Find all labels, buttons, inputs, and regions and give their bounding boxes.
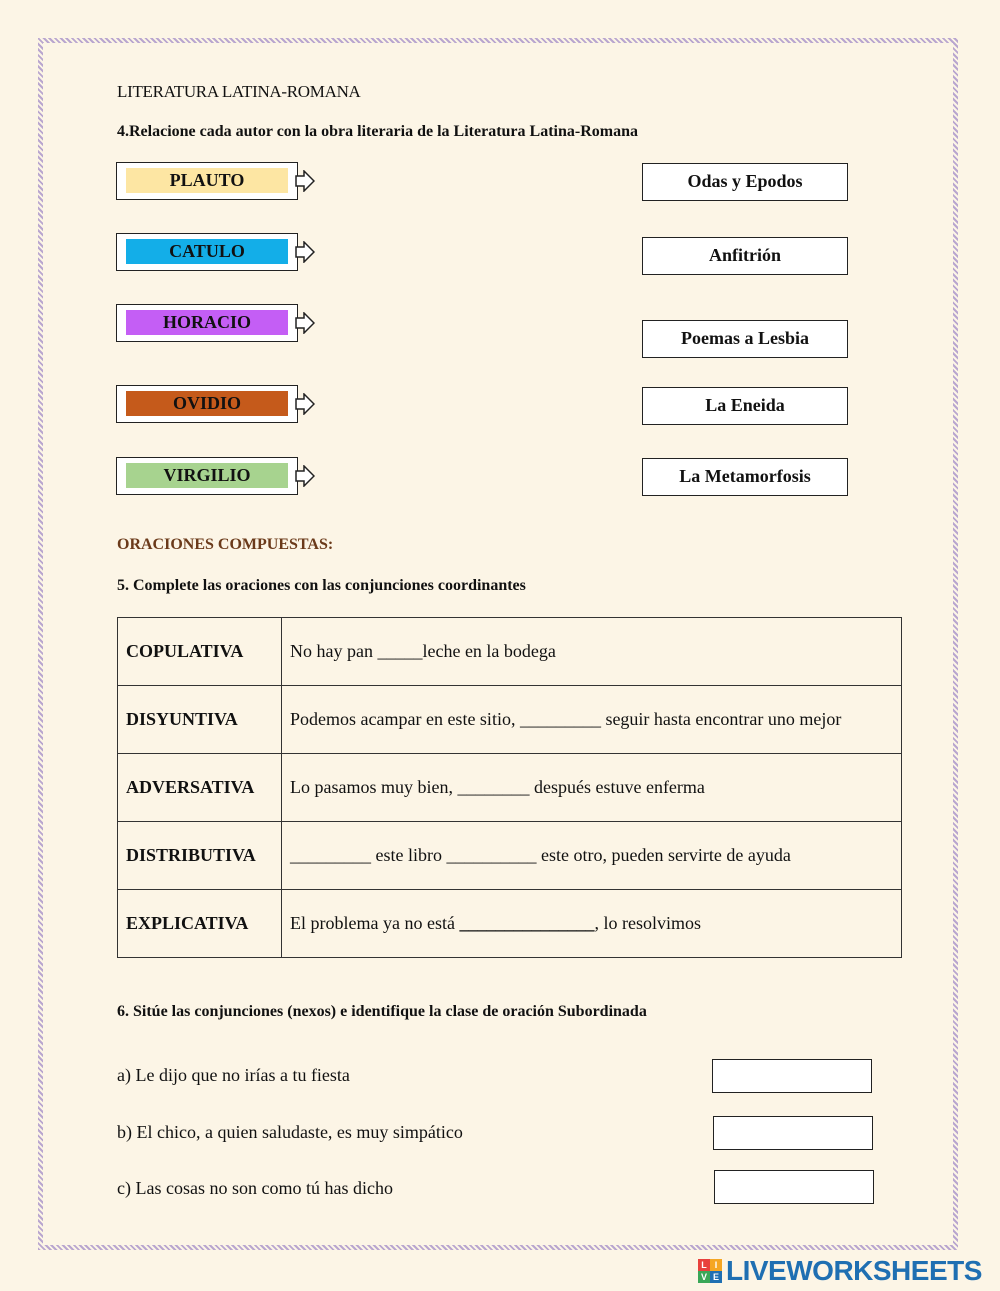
section-title: LITERATURA LATINA-ROMANA <box>117 82 361 101</box>
question-6-prompt: 6. Sitúe las conjunciones (nexos) e identifique la clase de oración Subordinada <box>117 1003 647 1020</box>
work-box-poemas-a-lesbia[interactable]: Poemas a Lesbia <box>642 320 848 358</box>
sentence-cell[interactable]: _________ este libro __________ este otro, pueden servirte de ayuda <box>282 822 902 890</box>
author-label: PLAUTO <box>126 168 288 193</box>
table-row <box>118 890 902 958</box>
liveworksheets-logo[interactable] <box>698 1256 982 1286</box>
sentence-after: , lo resolvimos <box>594 913 701 933</box>
sentence-before: El problema ya no está <box>290 913 460 933</box>
work-box-la-eneida[interactable]: La Eneida <box>642 387 848 425</box>
table-row <box>118 822 902 890</box>
connector-arrow-icon[interactable] <box>295 241 315 263</box>
connector-arrow-icon[interactable] <box>295 170 315 192</box>
connector-arrow-icon[interactable] <box>295 312 315 334</box>
sentence-cell[interactable]: Lo pasamos muy bien, ________ después estuve enferma <box>282 754 902 822</box>
table-row <box>118 754 902 822</box>
conjunction-type: COPULATIVA <box>118 618 282 686</box>
connector-arrow-icon[interactable] <box>295 393 315 415</box>
answer-input-b[interactable] <box>713 1116 873 1150</box>
subordinate-item-a: a) Le dijo que no irías a tu fiesta <box>117 1065 350 1085</box>
author-label: HORACIO <box>126 310 288 335</box>
table-row <box>118 686 902 754</box>
answer-input-a[interactable] <box>712 1059 872 1093</box>
author-label: VIRGILIO <box>126 463 288 488</box>
logo-text: LIVEWORKSHEETS <box>726 1255 982 1286</box>
author-box-ovidio[interactable] <box>116 385 298 423</box>
sentence-cell[interactable]: No hay pan _____leche en la bodega <box>282 618 902 686</box>
conjunctions-table <box>117 617 902 958</box>
answer-input-c[interactable] <box>714 1170 874 1204</box>
work-box-anfitrion[interactable]: Anfitrión <box>642 237 848 275</box>
conjunction-type: ADVERSATIVA <box>118 754 282 822</box>
author-box-catulo[interactable] <box>116 233 298 271</box>
conjunction-type: EXPLICATIVA <box>118 890 282 958</box>
author-box-plauto[interactable] <box>116 162 298 200</box>
connector-arrow-icon[interactable] <box>295 465 315 487</box>
author-label: OVIDIO <box>126 391 288 416</box>
sentence-cell[interactable] <box>282 890 902 958</box>
author-box-virgilio[interactable] <box>116 457 298 495</box>
liveworksheets-mark-icon: L I V E <box>698 1259 722 1283</box>
work-box-la-metamorfosis[interactable]: La Metamorfosis <box>642 458 848 496</box>
author-box-horacio[interactable] <box>116 304 298 342</box>
subordinate-item-b: b) El chico, a quien saludaste, es muy simpático <box>117 1122 463 1142</box>
conjunction-type: DISTRIBUTIVA <box>118 822 282 890</box>
author-label: CATULO <box>126 239 288 264</box>
question-4-prompt: 4.Relacione cada autor con la obra literaria de la Literatura Latina-Romana <box>117 123 638 140</box>
subordinate-item-c: c) Las cosas no son como tú has dicho <box>117 1178 393 1198</box>
sentence-blank[interactable]: _______________ <box>459 913 595 933</box>
question-5-prompt: 5. Complete las oraciones con las conjunciones coordinantes <box>117 577 526 594</box>
sentence-cell[interactable]: Podemos acampar en este sitio, _________ seguir hasta encontrar uno mejor <box>282 686 902 754</box>
table-row <box>118 618 902 686</box>
work-box-odas-y-epodos[interactable]: Odas y Epodos <box>642 163 848 201</box>
conjunction-type: DISYUNTIVA <box>118 686 282 754</box>
compound-sentences-title: ORACIONES COMPUESTAS: <box>117 536 334 553</box>
